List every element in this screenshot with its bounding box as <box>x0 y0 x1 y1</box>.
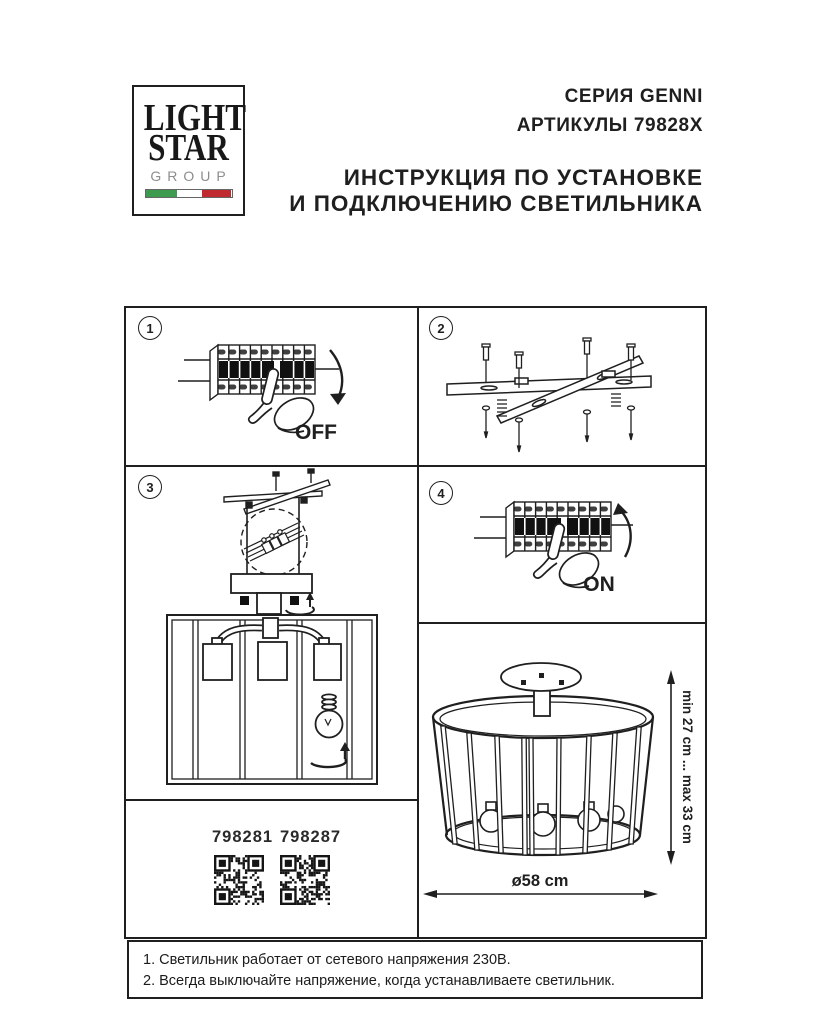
wiring-conduits <box>217 618 324 644</box>
note-line: 1. Светильник работает от сетевого напряжения 230В. <box>143 952 511 968</box>
article-code: 798287 <box>280 828 342 846</box>
series-title: СЕРИЯ GENNI <box>564 86 703 107</box>
note-line: 2. Всегда выключайте напряжение, когда устанавливаете светильник. <box>143 973 615 989</box>
detail-magnifier-circle <box>241 509 307 575</box>
instruction-grid <box>124 306 707 939</box>
breaker-on-illustration <box>419 467 705 622</box>
wall-anchor <box>583 338 591 378</box>
bracket-rails-drawing <box>447 356 651 423</box>
article-codes-panel <box>126 801 419 937</box>
on-label: ON <box>583 573 615 596</box>
italian-flag-icon <box>145 189 233 198</box>
diameter-dimension <box>423 872 658 898</box>
screw-in-arrow-icon <box>311 742 350 767</box>
circuit-breaker-drawing <box>474 502 633 596</box>
breaker-off-illustration <box>126 308 419 465</box>
bulb-icon <box>316 694 343 737</box>
articles-title: АРТИКУЛЫ 79828X <box>516 115 703 136</box>
screw <box>628 406 635 440</box>
terminal-block <box>259 528 289 553</box>
wall-anchor <box>482 344 490 382</box>
flag-red-segment <box>202 190 231 197</box>
instruction-title-line1: ИНСТРУКЦИЯ ПО УСТАНОВКЕ <box>343 165 703 190</box>
ceiling-bracket-drawing <box>224 469 330 514</box>
header <box>289 86 703 217</box>
height-dimension <box>667 670 695 865</box>
mount-screw <box>240 596 249 605</box>
mounting-brackets-illustration <box>419 308 705 465</box>
step-number-badge: 4 <box>429 481 453 505</box>
spring <box>611 394 621 406</box>
qr-code <box>280 855 330 905</box>
step-number-badge: 2 <box>429 316 453 340</box>
off-label: OFF <box>295 421 337 444</box>
rotate-up-arrow-icon <box>613 503 631 557</box>
step-number-badge: 1 <box>138 316 162 340</box>
logo-star-text: STAR <box>148 127 229 169</box>
flag-green-segment <box>146 190 178 197</box>
screw <box>584 410 591 442</box>
lightstar-logo <box>132 85 245 216</box>
drum-lamp-drawing <box>433 663 653 855</box>
flag-white-segment <box>177 190 202 197</box>
height-dimension-label: min 27 cm ... max 33 cm <box>680 690 695 844</box>
diameter-dimension-label: ø58 cm <box>511 872 569 890</box>
lamp-sockets <box>203 638 341 680</box>
notes-box <box>127 940 703 999</box>
logo-light-text: LIGHT <box>143 97 246 139</box>
article-code: 798281 <box>212 828 274 846</box>
instruction-title-line2: И ПОДКЛЮЧЕНИЮ СВЕТИЛЬНИКА <box>289 191 703 216</box>
canopy-drawing <box>231 574 312 614</box>
screw <box>516 418 523 452</box>
lamp-dimensions-illustration <box>419 624 705 937</box>
rotate-down-arrow-icon <box>330 350 346 405</box>
assembly-illustration <box>126 467 419 799</box>
screw <box>483 406 490 438</box>
canopy-drawing <box>501 663 581 716</box>
step-number-badge: 3 <box>138 475 162 499</box>
logo-group-text: GROUP <box>150 168 232 184</box>
circuit-breaker-drawing <box>178 345 346 444</box>
qr-code <box>214 855 264 905</box>
mount-screw <box>290 596 299 605</box>
